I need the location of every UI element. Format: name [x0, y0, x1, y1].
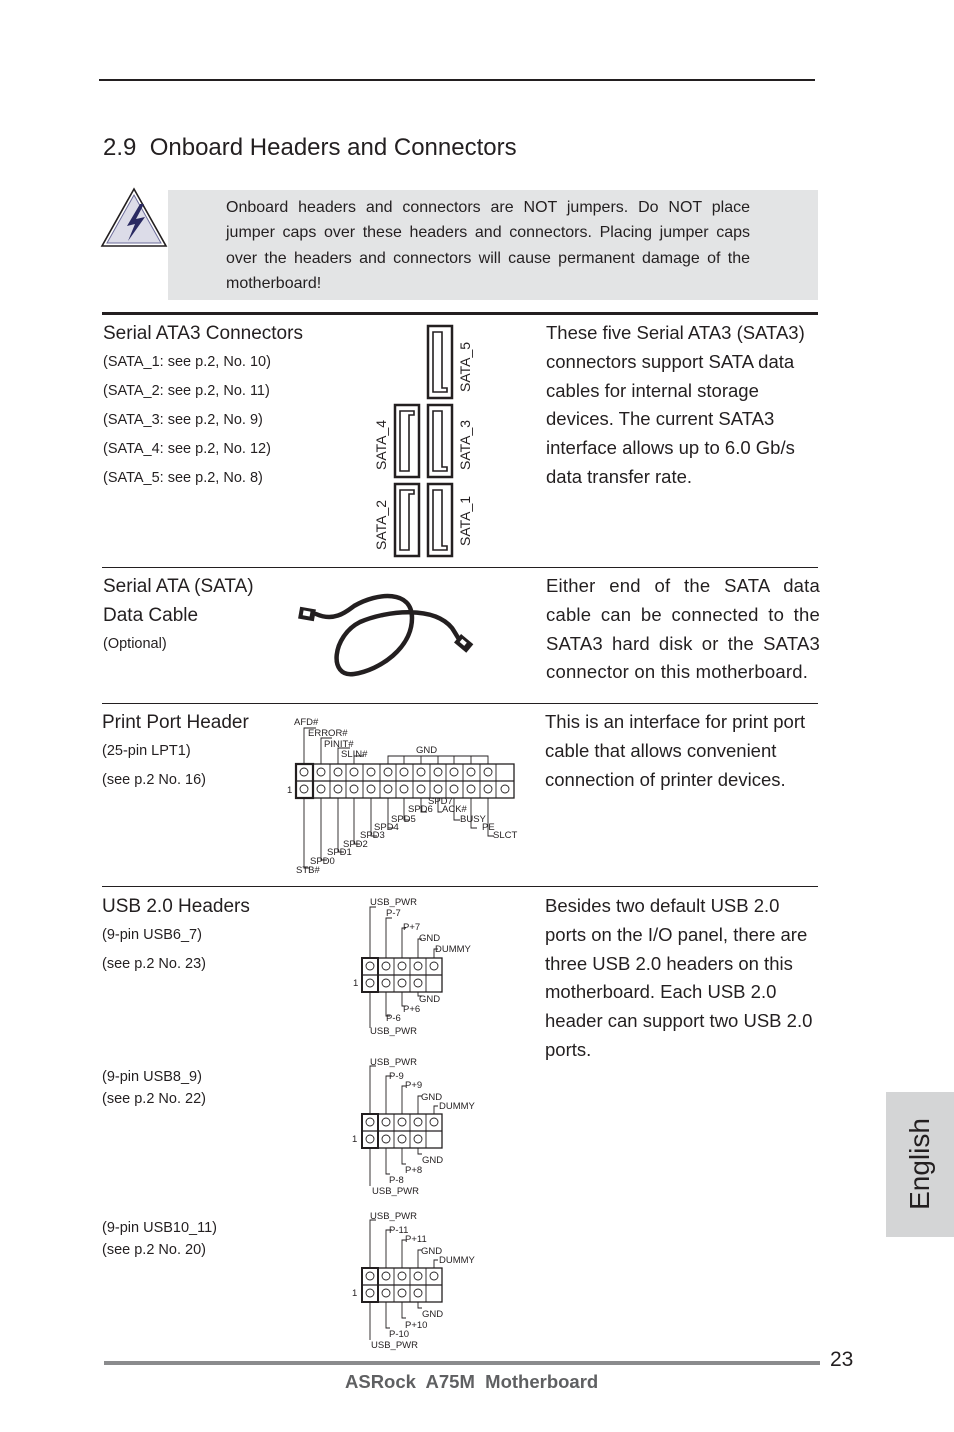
cable-title-line2: Data Cable	[103, 605, 199, 626]
cable-title-line1: Serial ATA (SATA)	[103, 576, 254, 597]
usb1011-gnd-bottom-label: GND	[422, 1309, 444, 1320]
usb89-pminus-bottom-label: P-8	[389, 1175, 404, 1186]
usb89-dummy-label: DUMMY	[439, 1101, 475, 1112]
sata-section-rule	[102, 312, 818, 315]
spd2-label: SPD2	[343, 839, 368, 850]
usb-section-rule	[102, 886, 818, 887]
usb1011-gnd-top-label: GND	[421, 1246, 443, 1257]
usb89-pplus-top-label: P+9	[405, 1080, 423, 1091]
usb67-gnd-top-label: GND	[419, 933, 441, 944]
usb67-pin-count: (9-pin USB6_7)	[102, 927, 202, 943]
sata1-connector	[428, 484, 452, 556]
sata4-label: SATA_4	[373, 419, 389, 470]
section-title: Onboard Headers and Connectors	[149, 134, 517, 161]
spd7-label: SPD7	[428, 796, 453, 807]
usb1011-ref: (see p.2 No. 20)	[102, 1242, 206, 1258]
usb89-pplus-bottom-label: P+8	[405, 1165, 423, 1176]
usb89-pin1-label: 1	[352, 1134, 358, 1145]
usb1011-pplus-bottom-label: P+10	[405, 1320, 428, 1331]
slct-label: SLCT	[493, 830, 518, 841]
sata2-connector	[395, 484, 419, 556]
usb67-pminus-top-label: P-7	[386, 908, 401, 919]
usb1011-pminus-top-label: P-11	[389, 1225, 409, 1236]
print-title: Print Port Header	[102, 712, 249, 733]
cable-section-rule	[102, 567, 818, 568]
pinit-label: PINIT#	[324, 739, 354, 750]
print-section-rule	[102, 703, 818, 704]
slin-label: SLIN#	[341, 749, 368, 760]
usb-title: USB 2.0 Headers	[102, 896, 250, 917]
section-number: 2.9	[103, 134, 137, 161]
usb1011-pminus-bottom-label: P-10	[389, 1329, 410, 1340]
usb67-pin1-label: 1	[353, 978, 359, 989]
sata-title: Serial ATA3 Connectors	[103, 323, 303, 344]
sata1-ref: (SATA_1: see p.2, No. 10)	[103, 354, 271, 370]
usb67-ref: (see p.2 No. 23)	[102, 956, 206, 972]
warning-text: Onboard headers and connectors are NOT jumpers. Do NOT place jumper caps over these headers and connectors. Placing jumper caps over the headers and connectors will cause permanent damage of the motherboard!	[226, 199, 750, 292]
sata2-label: SATA_2	[373, 499, 389, 550]
usb67-usbpwr-top-label: USB_PWR	[370, 897, 417, 908]
sata1-label: SATA_1	[457, 495, 473, 546]
usb89-ref: (see p.2 No. 22)	[102, 1091, 206, 1107]
sata3-connector	[428, 405, 452, 477]
sata-description: These five Serial ATA3 (SATA3) connectors support SATA data cables for internal storage devices. The current SATA3 interface allows up to 6.0 Gb/s data transfer rate.	[546, 322, 805, 487]
error-label: ERROR#	[308, 728, 348, 739]
usb89-gnd-bottom-label: GND	[422, 1155, 444, 1166]
usb1011-header-diagram	[348, 1208, 488, 1354]
gnd-label: GND	[416, 745, 438, 756]
sata5-connector	[428, 326, 452, 398]
stb-label: STB#	[296, 865, 320, 876]
top-rule	[99, 79, 815, 81]
sata4-connector	[395, 405, 419, 477]
sata-connector-diagram	[370, 322, 480, 562]
usb67-header-diagram	[348, 894, 488, 1040]
cable-description: Either end of the SATA data cable can be connected to the SATA3 hard disk or the SATA3 connector on this motherboard.	[546, 575, 820, 683]
usb89-gnd-top-label: GND	[421, 1092, 443, 1103]
sata4-ref: (SATA_4: see p.2, No. 12)	[103, 441, 271, 457]
spd3-label: SPD3	[360, 830, 385, 841]
sata-cable-icon	[294, 588, 484, 688]
usb89-header-diagram	[348, 1054, 488, 1200]
usb89-usbpwr-bottom-label: USB_PWR	[372, 1186, 419, 1197]
section-heading	[103, 134, 517, 162]
print-description: This is an interface for print port cable that allows convenient connection of printer devices.	[545, 711, 806, 790]
usb67-pplus-top-label: P+7	[403, 922, 421, 933]
usb89-pin-count: (9-pin USB8_9)	[102, 1069, 202, 1085]
sata3-ref: (SATA_3: see p.2, No. 9)	[103, 412, 263, 428]
sata5-ref: (SATA_5: see p.2, No. 8)	[103, 470, 263, 486]
usb1011-pplus-top-label: P+11	[405, 1234, 427, 1245]
usb89-usbpwr-top-label: USB_PWR	[370, 1057, 417, 1068]
usb89-pminus-top-label: P-9	[389, 1071, 404, 1082]
print-pin-count: (25-pin LPT1)	[102, 743, 191, 759]
usb67-pminus-bottom-label: P-6	[386, 1013, 401, 1024]
cable-note: (Optional)	[103, 636, 167, 652]
usb67-usbpwr-bottom-label: USB_PWR	[370, 1026, 417, 1037]
lightning-warning-icon	[100, 186, 168, 252]
usb1011-pin1-label: 1	[352, 1288, 358, 1299]
spd1-label: SPD1	[327, 847, 352, 858]
language-side-tab	[886, 1092, 954, 1237]
spd5-label: SPD5	[391, 814, 416, 825]
footer-rule	[104, 1361, 820, 1365]
usb67-pplus-bottom-label: P+6	[403, 1004, 421, 1015]
usb67-dummy-label: DUMMY	[435, 944, 471, 955]
usb1011-dummy-label: DUMMY	[439, 1255, 475, 1266]
sata5-label: SATA_5	[457, 341, 473, 392]
sata2-ref: (SATA_2: see p.2, No. 11)	[103, 383, 270, 399]
print-port-diagram	[284, 714, 524, 876]
footer-product: ASRock A75M Motherboard	[345, 1371, 599, 1392]
usb1011-usbpwr-top-label: USB_PWR	[370, 1211, 417, 1222]
ack-label: ACK#	[442, 804, 467, 815]
usb1011-usbpwr-bottom-label: USB_PWR	[371, 1340, 418, 1351]
spd6-label: SPD6	[408, 804, 433, 815]
pin1-label: 1	[287, 785, 293, 796]
afd-label: AFD#	[294, 717, 319, 728]
busy-label: BUSY	[460, 814, 486, 825]
spd4-label: SPD4	[374, 822, 399, 833]
print-ref: (see p.2 No. 16)	[102, 772, 206, 788]
pe-label: PE	[482, 822, 495, 833]
language-side-tab-label: English	[904, 1118, 935, 1210]
usb-description: Besides two default USB 2.0 ports on the I/O panel, there are three USB 2.0 headers on this motherboard. Each USB 2.0 header can support two USB 2.0 ports.	[545, 895, 813, 1060]
page-number: 23	[830, 1348, 854, 1371]
usb67-gnd-bottom-label: GND	[419, 994, 441, 1005]
usb1011-pin-count: (9-pin USB10_11)	[102, 1220, 217, 1236]
sata3-label: SATA_3	[457, 419, 473, 470]
spd0-label: SPD0	[310, 856, 335, 867]
